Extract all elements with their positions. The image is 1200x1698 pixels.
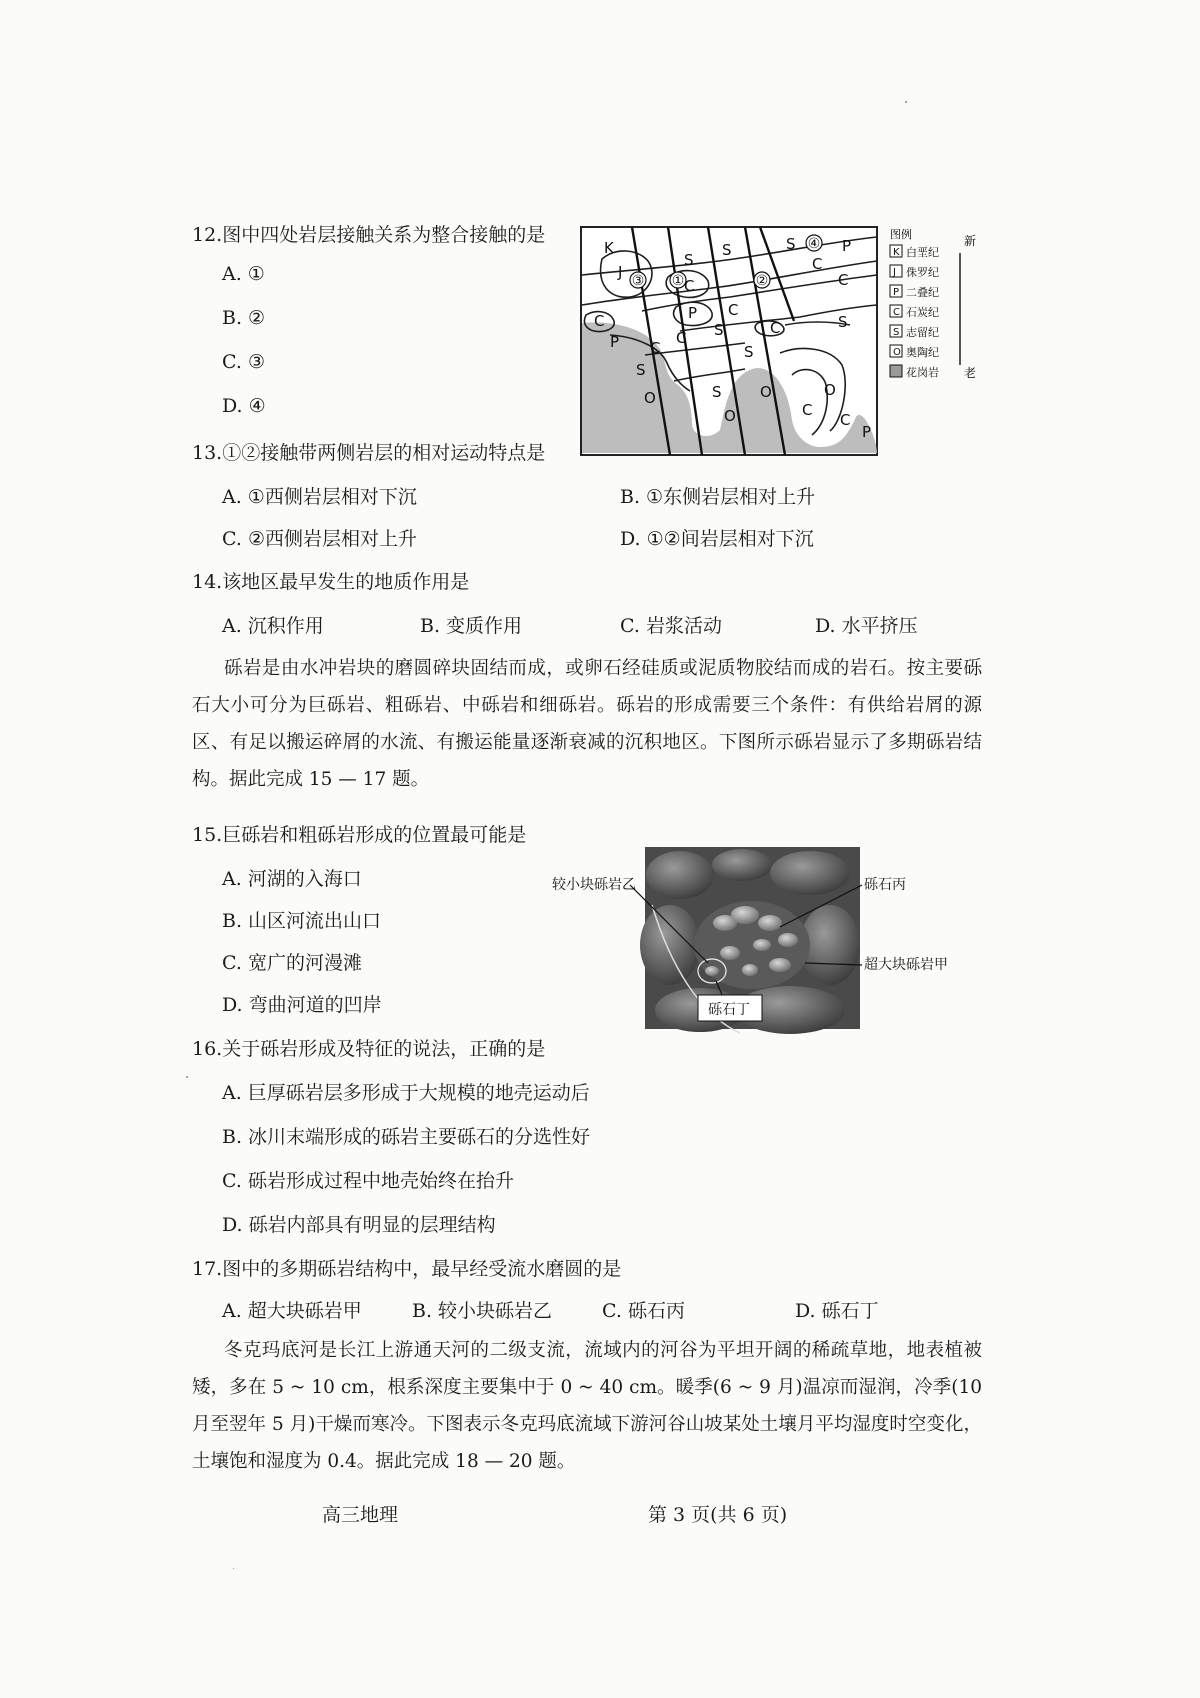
legend-newer: 新 <box>964 234 977 248</box>
q13-option-c: C. ②西侧岩层相对上升 <box>222 528 417 550</box>
legend-code-k: K <box>893 247 900 258</box>
q17-option-a: A. 超大块砾岩甲 <box>222 1300 362 1322</box>
label-k: K <box>604 239 614 257</box>
label-s: S <box>744 343 754 361</box>
marker-2: ② <box>755 273 769 289</box>
footer-subject: 高三地理 <box>322 1504 399 1526</box>
label-s: S <box>714 321 724 339</box>
legend-swatch-j <box>890 265 902 277</box>
q12-option-a: A. ① <box>222 263 265 285</box>
marker-1: ① <box>671 273 685 289</box>
label-s: S <box>712 383 722 401</box>
legend-code-s: S <box>893 327 900 338</box>
q14-option-d: D. 水平挤压 <box>815 615 918 637</box>
label-c: C <box>812 255 823 273</box>
q12-stem: 12.图中四处岩层接触关系为整合接触的是 <box>192 224 546 246</box>
legend-code-p: P <box>893 287 900 298</box>
label-c: C <box>684 277 695 295</box>
label-j: J <box>618 263 623 281</box>
label-s: S <box>684 251 694 269</box>
q16-option-d: D. 砾岩内部具有明显的层理结构 <box>222 1214 496 1236</box>
label-huge-conglomerate-jia: 超大块砾岩甲 <box>864 957 948 973</box>
label-p: P <box>842 237 852 255</box>
label-s: S <box>786 235 796 253</box>
scan-speck <box>233 1568 234 1569</box>
q17-stem: 17.图中的多期砾岩结构中，最早经受流水磨圆的是 <box>192 1258 622 1280</box>
q15-option-c: C. 宽广的河漫滩 <box>222 952 362 974</box>
legend-swatch-granite <box>890 365 902 377</box>
label-s: S <box>636 361 646 379</box>
label-smaller-conglomerate-yi: 较小块砾岩乙 <box>552 877 636 893</box>
label-c: C <box>650 339 661 357</box>
label-p: P <box>688 304 698 322</box>
label-o: O <box>760 383 772 401</box>
q15-option-a: A. 河湖的入海口 <box>222 868 362 890</box>
legend-item-o: 奥陶纪 <box>906 346 939 359</box>
label-p: P <box>862 423 872 441</box>
q12-option-b: B. ② <box>222 307 266 329</box>
q12-option-c: C. ③ <box>222 351 265 373</box>
q15-stem: 15.巨砾岩和粗砾岩形成的位置最可能是 <box>192 824 527 846</box>
legend-older: 老 <box>964 366 977 380</box>
legend-item-s: 志留纪 <box>906 326 939 339</box>
label-c: C <box>676 329 687 347</box>
label-c: C <box>802 401 813 419</box>
label-c: C <box>840 411 851 429</box>
scan-speck <box>905 101 907 103</box>
q13-option-d: D. ①②间岩层相对下沉 <box>620 528 814 550</box>
geologic-map-figure <box>580 225 980 460</box>
label-s: S <box>838 313 848 331</box>
q15-option-b: B. 山区河流出山口 <box>222 910 382 932</box>
q14-option-a: A. 沉积作用 <box>222 615 324 637</box>
q12-option-d: D. ④ <box>222 395 266 417</box>
label-o: O <box>724 407 736 425</box>
passage-conglomerate: 砾岩是由水冲岩块的磨圆碎块固结而成，或卵石经硅质或泥质物胶结而成的岩石。按主要砾石大小可分为巨砾岩、粗砾岩、中砾岩和细砾岩。砾岩的形成需要三个条件：有供给岩屑的源区、有足以搬运碎屑的水流、有搬运能量逐渐衰减的沉积地区。下图所示砾岩显示了多期砾岩结构。据此完成 15 — 17 题。 <box>192 658 982 790</box>
q13-option-a: A. ①西侧岩层相对下沉 <box>222 486 417 508</box>
q17-option-c: C. 砾石丙 <box>602 1300 685 1322</box>
legend-code-o: O <box>893 347 901 358</box>
marker-4: ④ <box>807 236 821 252</box>
label-c: C <box>770 319 781 337</box>
q14-option-c: C. 岩浆活动 <box>620 615 722 637</box>
passage-river-basin: 冬克玛底河是长江上游通天河的二级支流，流域内的河谷为平坦开阔的稀疏草地，地表植被矮，多在 5 ~ 10 cm，根系深度主要集中于 0 ~ 40 cm。暖季(6 ~ 9 月)温凉而湿润，冷季(10月至翌年 5 月)干燥而寒冷。下图表示冬克玛底流域下游河谷山坡某处土壤月平均湿度时空变化，土壤饱和湿度为 0.4。据此完成 18 — 20 题。 <box>192 1340 982 1472</box>
legend-item-k: 白垩纪 <box>906 246 939 259</box>
legend-code-j: J <box>893 267 896 278</box>
q14-stem: 14.该地区最早发生的地质作用是 <box>192 571 470 593</box>
conglomerate-photo-figure <box>530 845 970 1035</box>
scan-speck <box>186 1076 188 1078</box>
q14-option-b: B. 变质作用 <box>420 615 523 637</box>
label-c: C <box>838 271 849 289</box>
label-s: S <box>722 241 732 259</box>
map-legend <box>890 227 976 380</box>
label-gravel-ding: 砾石丁 <box>708 1002 750 1018</box>
q17-option-d: D. 砾石丁 <box>795 1300 879 1322</box>
label-p: P <box>610 333 620 351</box>
label-o: O <box>644 389 656 407</box>
marker-3: ③ <box>631 273 645 289</box>
legend-item-j: 侏罗纪 <box>906 266 939 279</box>
label-c: C <box>594 312 605 330</box>
legend-title: 图例 <box>890 228 912 241</box>
q13-option-b: B. ①东侧岩层相对上升 <box>620 486 816 508</box>
q13-stem: 13.①②接触带两侧岩层的相对运动特点是 <box>192 442 546 464</box>
q17-option-b: B. 较小块砾岩乙 <box>412 1300 553 1322</box>
label-gravel-bing: 砾石丙 <box>864 877 906 893</box>
q16-option-c: C. 砾岩形成过程中地壳始终在抬升 <box>222 1170 514 1192</box>
q16-stem: 16.关于砾岩形成及特征的说法，正确的是 <box>192 1038 546 1060</box>
legend-item-c: 石炭纪 <box>906 306 939 319</box>
legend-item-p: 二叠纪 <box>906 286 939 299</box>
q16-option-a: A. 巨厚砾岩层多形成于大规模的地壳运动后 <box>222 1082 590 1104</box>
label-c: C <box>728 301 739 319</box>
q15-option-d: D. 弯曲河道的凹岸 <box>222 994 382 1016</box>
legend-item-granite: 花岗岩 <box>906 366 939 379</box>
label-o: O <box>824 381 836 399</box>
q16-option-b: B. 冰川末端形成的砾岩主要砾石的分选性好 <box>222 1126 591 1148</box>
footer-page-number: 第 3 页(共 6 页) <box>648 1504 788 1526</box>
legend-code-c: C <box>893 307 900 318</box>
